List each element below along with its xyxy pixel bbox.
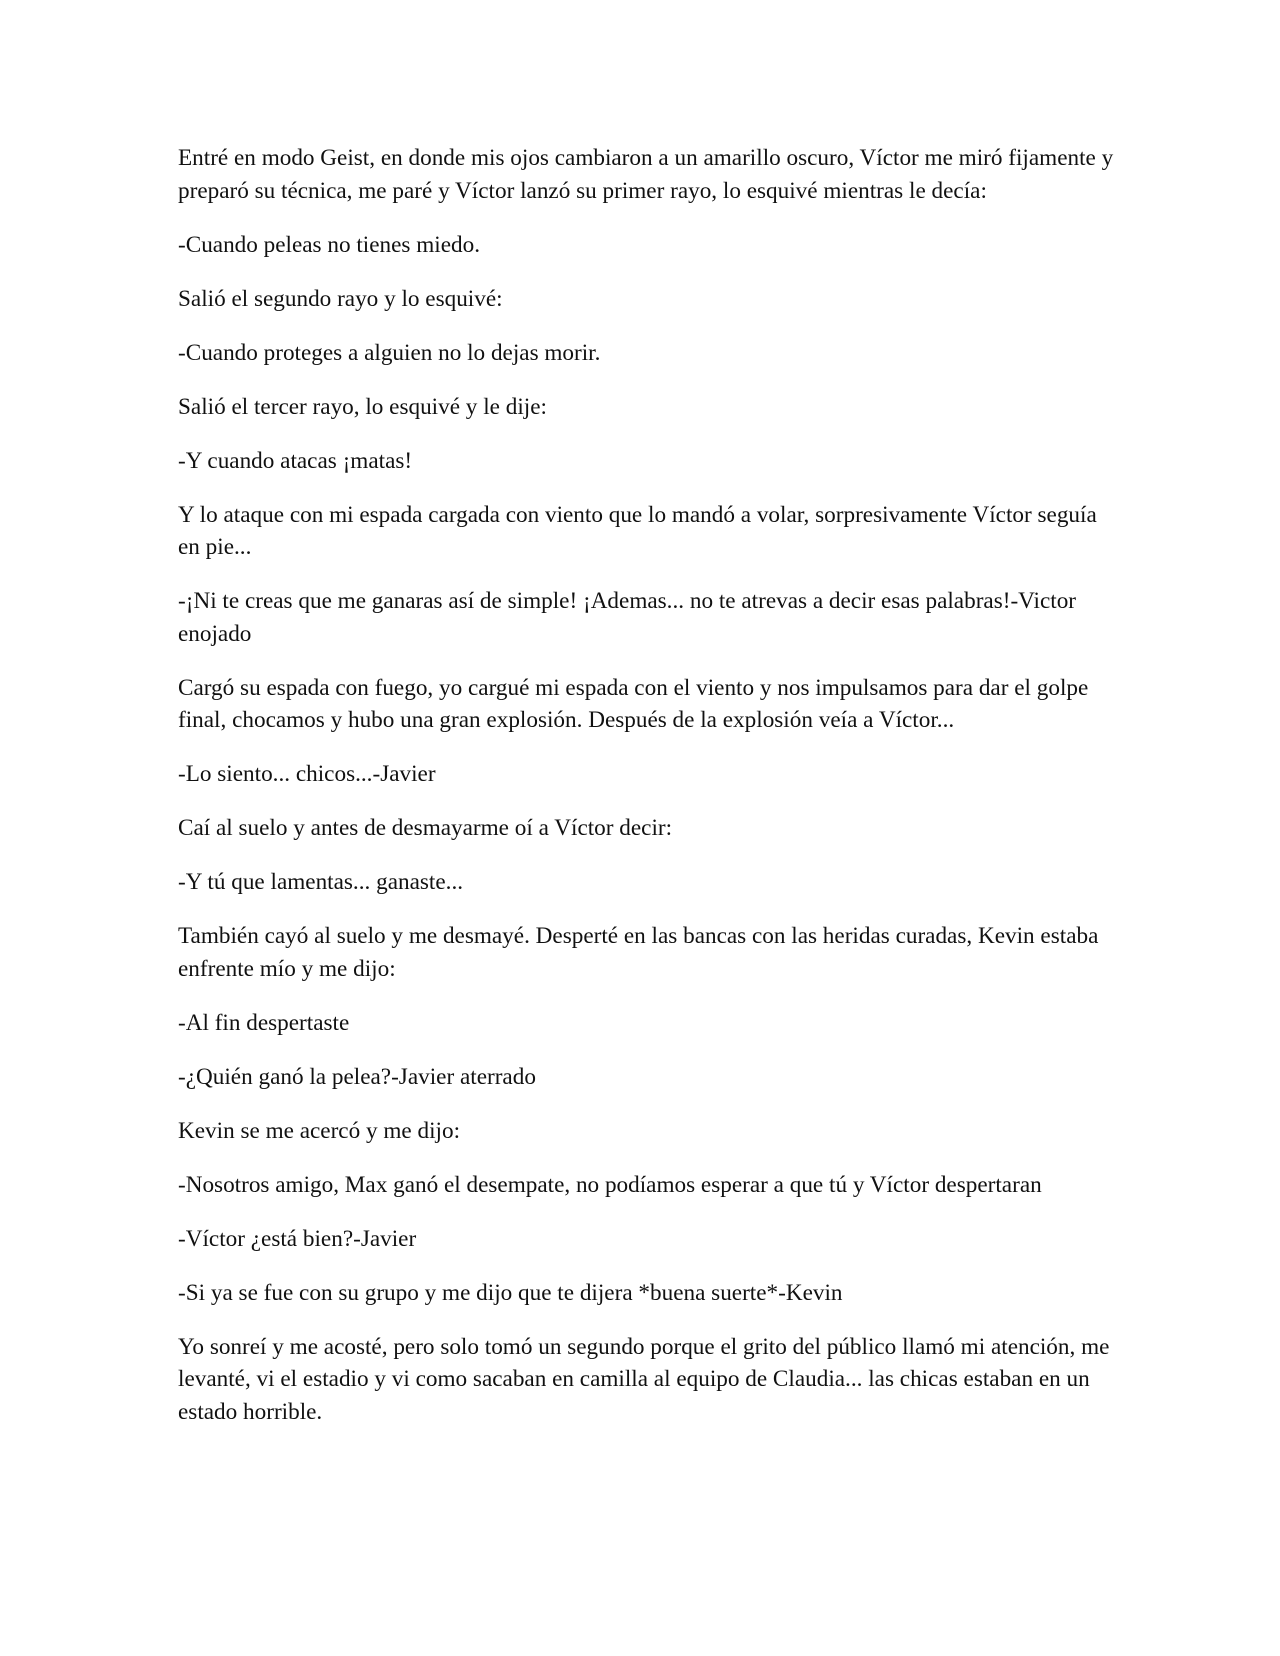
- paragraph: Salió el tercer rayo, lo esquivé y le dije:: [178, 393, 547, 420]
- paragraph: Cargó su espada con fuego, yo cargué mi espada con el viento y nos impulsamos para dar el golpe final, chocamos y hubo una gran explosión. Después de la explosión veía a Víctor...: [178, 674, 1089, 733]
- paragraph: -Y tú que lamentas... ganaste...: [178, 869, 464, 895]
- paragraph: -Al fin despertaste: [178, 1009, 350, 1036]
- paragraph: -Cuando peleas no tienes miedo.: [178, 231, 481, 258]
- paragraph: -¿Quién ganó la pelea?-Javier aterrado: [178, 1063, 536, 1090]
- paragraph: Caí al suelo y antes de desmayarme oí a Víctor decir:: [178, 815, 673, 841]
- paragraph: -Lo siento... chicos...-Javier: [178, 761, 436, 787]
- paragraph: -Nosotros amigo, Max ganó el desempate, no podíamos esperar a que tú y Víctor despertaran: [178, 1171, 1042, 1198]
- paragraph: También cayó al suelo y me desmayé. Desperté en las bancas con las heridas curadas, Kevin estaba enfrente mío y me dijo:: [178, 923, 1099, 982]
- paragraph: -Cuando proteges a alguien no lo dejas morir.: [178, 339, 601, 366]
- document-page: [178, 142, 1118, 1450]
- paragraph: -¡Ni te creas que me ganaras así de simple! ¡Ademas... no te atrevas a decir esas palabras!-Victor enojado: [178, 588, 1077, 647]
- paragraph: Kevin se me acercó y me dijo:: [178, 1117, 461, 1144]
- paragraph: -Víctor ¿está bien?-Javier: [178, 1225, 417, 1252]
- paragraph: Salió el segundo rayo y lo esquivé:: [178, 285, 503, 312]
- paragraph: Yo sonreí y me acosté, pero solo tomó un segundo porque el grito del público llamó mi atención, me levanté, vi el estadio y vi como sacaban en camilla al equipo de Claudia... las chicas estaban en un estado horrible.: [178, 1333, 1110, 1425]
- paragraph: Y lo ataque con mi espada cargada con viento que lo mandó a volar, sorpresivamente Víctor seguía en pie...: [178, 501, 1097, 560]
- paragraph: Entré en modo Geist, en donde mis ojos cambiaron a un amarillo oscuro, Víctor me miró fijamente y preparó su técnica, me paré y Víctor lanzó su primer rayo, lo esquivé mientras le decía:: [178, 145, 1114, 204]
- paragraph: -Si ya se fue con su grupo y me dijo que te dijera *buena suerte*-Kevin: [178, 1279, 843, 1306]
- paragraph: -Y cuando atacas ¡matas!: [178, 447, 413, 474]
